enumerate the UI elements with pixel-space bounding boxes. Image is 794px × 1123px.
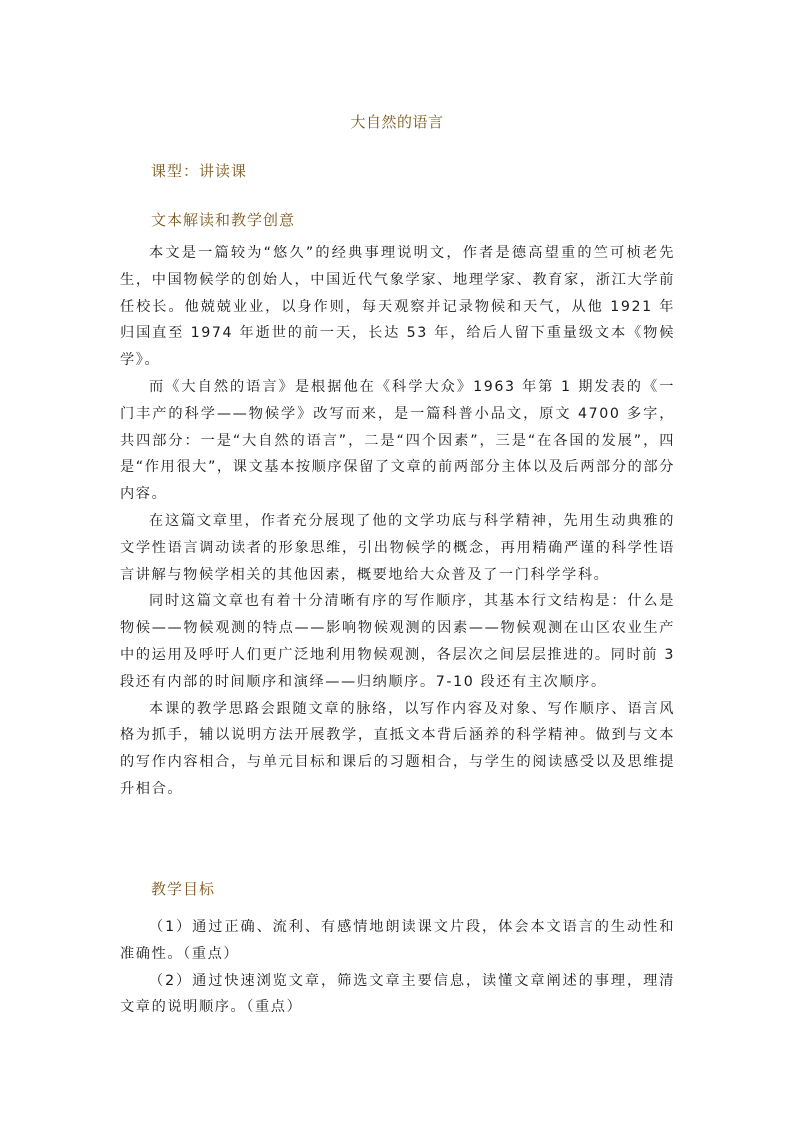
analysis-paragraph-2: 而《大自然的语言》是根据他在《科学大众》1963 年第 1 期发表的《一门丰产的科学——物候学》改写而来，是一篇科普小品文，原文 4700 多字，共四部分：一是“大自然的语言”，二是“四个因素”，三是“在各国的发展”，四是“作用很大”，课文基本按顺序保留了文章的前两部分主体以及后两部分的部分内容。: [120, 378, 675, 503]
analysis-paragraph-4: 同时这篇文章也有着十分清晰有序的写作顺序，其基本行文结构是：什么是物候——物候观测的特点——影响物候观测的因素——物候观测在山区农业生产中的运用及呼吁人们更广泛地利用物候观测，各层次之间层层推进的。同时前 3 段还有内部的时间顺序和演绎——归纳顺序。7-10 段还有主次顺序。: [120, 593, 675, 690]
analysis-paragraph-3: 在这篇文章里，作者充分展现了他的文学功底与科学精神，先用生动典雅的文学性语言调动读者的形象思维，引出物候学的概念，再用精确严谨的科学性语言讲解与物候学相关的其他因素，概要地给大众普及了一门科学学科。: [120, 512, 675, 583]
goals-section: [120, 914, 675, 1021]
analysis-paragraph-5: 本课的教学思路会跟随文章的脉络，以写作内容及对象、写作顺序、语言风格为抓手，辅以说明方法开展教学，直抵文本背后涵养的科学精神。做到与文本的写作内容相合，与单元目标和课后的习题相合，与学生的阅读感受以及思维提升相合。: [120, 700, 675, 797]
lesson-type-heading: 课型：讲读课: [151, 162, 248, 180]
analysis-heading: 文本解读和教学创意: [151, 211, 296, 229]
analysis-paragraph-1: 本文是一篇较为“悠久”的经典事理说明文，作者是德高望重的竺可桢老先生，中国物候学的创始人，中国近代气象学家、地理学家、教育家，浙江大学前任校长。他兢兢业业，以身作则，每天观察并记录物候和天气，从他 1921 年归国直至 1974 年逝世的前一天，长达 53 年，给后人留下重量级文本《物候学》。: [120, 245, 675, 369]
goal-item-2: （2）通过快速浏览文章，筛选文章主要信息，读懂文章阐述的事理，理清文章的说明顺序。（重点）: [120, 972, 675, 1016]
goal-item-1: （1）通过正确、流利、有感情地朗读课文片段，体会本文语言的生动性和准确性。（重点）: [120, 919, 675, 962]
analysis-section: [120, 240, 675, 803]
goals-heading: 教学目标: [151, 880, 216, 898]
page-title: 大自然的语言: [350, 113, 444, 131]
